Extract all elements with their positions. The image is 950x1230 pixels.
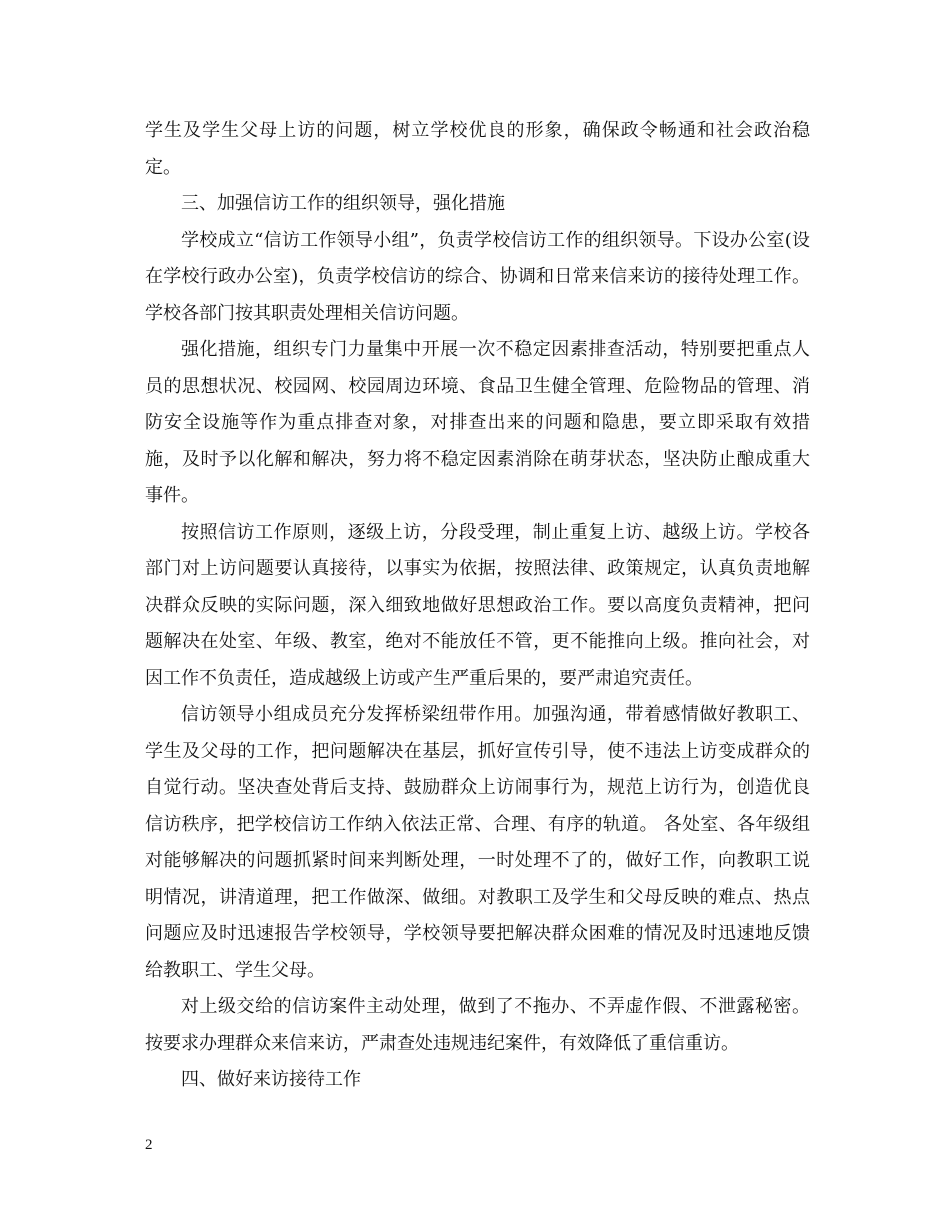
paragraph-6: 对上级交给的信访案件主动处理，做到了不拖办、不弄虚作假、不泄露秘密。按要求办理群众来信来访，严肃查处违规违纪案件，有效降低了重信重访。 [145,996,810,1054]
paragraph-2: 学校成立“信访工作领导小组”，负责学校信访工作的组织领导。下设办公室(设在学校行政办公室)，负责学校信访的综合、协调和日常来信来访的接待处理工作。学校各部门按其职责处理相关信访问题。 [145,229,810,324]
section-heading-4: 四、做好来访接待工作 [181,1069,361,1090]
document-body [145,113,810,1099]
paragraph-1: 学生及学生父母上访的问题，树立学校优良的形象，确保政令畅通和社会政治稳定。 [145,120,810,178]
paragraph-3: 强化措施，组织专门力量集中开展一次不稳定因素排查活动，特别要把重点人员的思想状况、校园网、校园周边环境、食品卫生健全管理、危险物品的管理、消防安全设施等作为重点排查对象，对排查出来的问题和隐患，要立即采取有效措施，及时予以化解和解决，努力将不稳定因素消除在萌芽状态，坚决防止酿成重大事件。 [145,339,810,506]
paragraph-5: 信访领导小组成员充分发挥桥梁纽带作用。加强沟通，带着感情做好教职工、学生及父母的工作，把问题解决在基层，抓好宣传引导，使不违法上访变成群众的自觉行动。坚决查处背后支持、鼓励群众上访闹事行为，规范上访行为，创造优良信访秩序，把学校信访工作纳入依法正常、合理、有序的轨道。 各处室、各年级组对能够解决的问题抓紧时间来判断处理，一时处理不了的，做好工作，向教职工说明情况，讲清道理，把工作做深、做细。对教职工及学生和父母反映的难点、热点问题应及时迅速报告学校领导，学校领导要把解决群众困难的情况及时迅速地反馈给教职工、学生父母。 [145,704,810,981]
paragraph-4: 按照信访工作原则，逐级上访，分段受理，制止重复上访、越级上访。学校各部门对上访问题要认真接待，以事实为依据，按照法律、政策规定，认真负责地解决群众反映的实际问题，深入细致地做好思想政治工作。要以高度负责精神，把问题解决在处室、年级、教室，绝对不能放任不管，更不能推向上级。推向社会，对因工作不负责任，造成越级上访或产生严重后果的，要严肃追究责任。 [145,521,810,689]
page-number: 2 [145,1137,153,1153]
section-heading-3: 三、加强信访工作的组织领导，强化措施 [181,193,505,214]
